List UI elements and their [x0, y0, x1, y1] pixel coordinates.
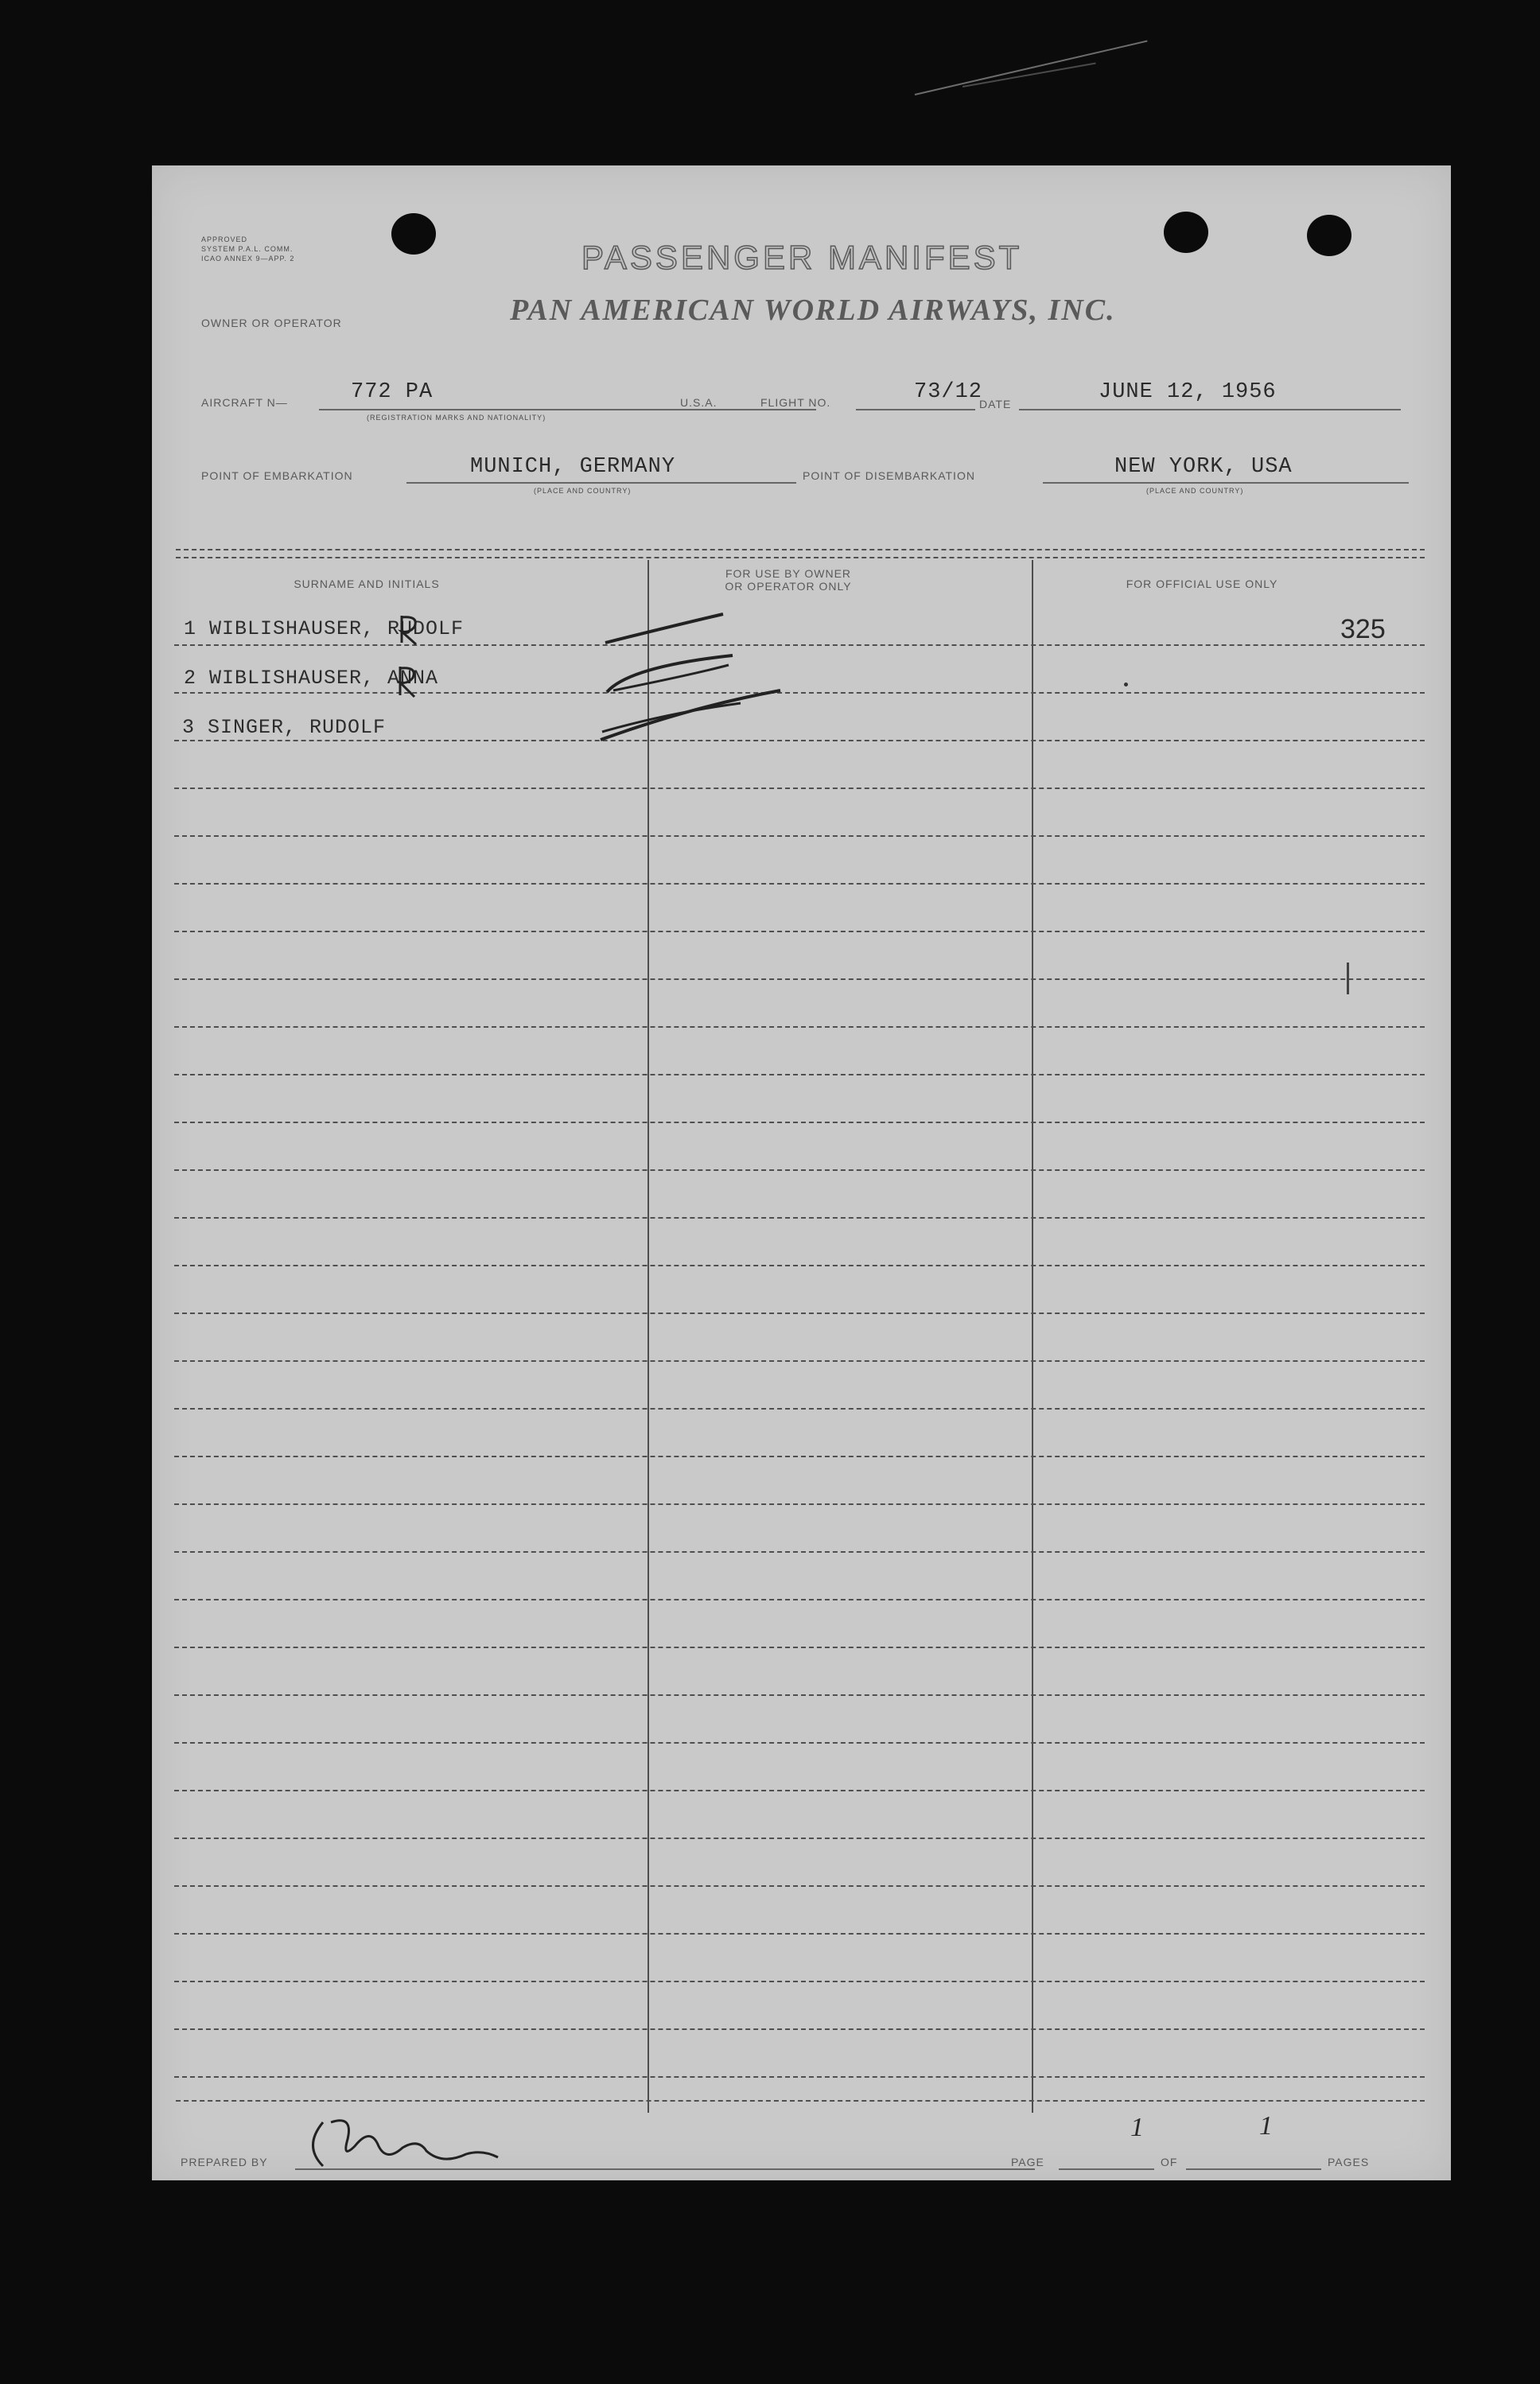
handwritten-r-marks	[391, 611, 454, 706]
of-label: OF	[1161, 2156, 1178, 2168]
ruled-line	[174, 1599, 1425, 1600]
ruled-line	[174, 2076, 1425, 2078]
column-divider-2	[1032, 560, 1033, 2113]
ruled-line	[174, 2028, 1425, 2030]
ruled-line	[174, 788, 1425, 789]
aircraft-value: 772 PA	[351, 380, 434, 404]
aircraft-label: AIRCRAFT N—	[201, 396, 288, 409]
form-title: PASSENGER MANIFEST	[581, 239, 1023, 276]
prepared-by-signature	[299, 2098, 506, 2186]
passenger-row-1: 1 WIBLISHAUSER, RUDOLF	[184, 617, 465, 640]
flight-label: FLIGHT NO.	[760, 396, 831, 409]
manifest-sheet	[152, 165, 1451, 2180]
ruled-line	[174, 883, 1425, 885]
ruled-line	[174, 1217, 1425, 1219]
ruled-line	[174, 1122, 1425, 1123]
prepared-by-label: PREPARED BY	[181, 2156, 268, 2168]
disembark-value: NEW YORK, USA	[1114, 455, 1293, 479]
col-header-owner-line2: OR OPERATOR ONLY	[725, 580, 852, 593]
punch-hole-right-1	[1164, 212, 1208, 253]
ruled-line	[174, 1074, 1425, 1075]
flight-value: 73/12	[914, 380, 983, 404]
disembark-label: POINT OF DISEMBARKATION	[803, 469, 975, 482]
ruled-line	[174, 1265, 1425, 1266]
owner-name: PAN AMERICAN WORLD AIRWAYS, INC.	[510, 294, 1116, 327]
approval-line-3: ICAO ANNEX 9—APP. 2	[201, 255, 295, 263]
ruled-line	[174, 931, 1425, 932]
embark-sublabel: (PLACE AND COUNTRY)	[534, 487, 632, 495]
ruled-line	[174, 1790, 1425, 1791]
date-label: DATE	[979, 398, 1012, 410]
punch-hole-left	[391, 213, 436, 255]
ruled-line	[174, 1408, 1425, 1410]
col-header-official: FOR OFFICIAL USE ONLY	[1126, 578, 1278, 590]
official-entry-1: 325	[1340, 614, 1386, 644]
usa-label: U.S.A.	[680, 396, 718, 409]
col-header-owner-line1: FOR USE BY OWNER	[725, 567, 852, 580]
disembark-sublabel: (PLACE AND COUNTRY)	[1146, 487, 1244, 495]
ruled-line	[174, 1456, 1425, 1457]
passenger-row-2: 2 WIBLISHAUSER, ANNA	[184, 667, 439, 690]
ruled-line	[174, 1360, 1425, 1362]
ink-dot	[1124, 683, 1128, 686]
aircraft-sublabel: (REGISTRATION MARKS AND NATIONALITY)	[367, 414, 546, 422]
embark-label: POINT OF EMBARKATION	[201, 469, 353, 482]
ink-mark	[1347, 963, 1349, 994]
punch-hole-right-2	[1307, 215, 1351, 256]
ruled-line	[174, 1503, 1425, 1505]
ruled-line	[174, 1169, 1425, 1171]
pages-label: PAGES	[1328, 2156, 1370, 2168]
passenger-row-3: 3 SINGER, RUDOLF	[182, 716, 387, 739]
ruled-line	[174, 1838, 1425, 1839]
ruled-line	[174, 1742, 1425, 1744]
approval-line-2: SYSTEM P.A.L. COMM.	[201, 245, 294, 253]
embark-value: MUNICH, GERMANY	[470, 455, 676, 479]
ruled-line	[174, 1933, 1425, 1935]
page-value: 1	[1130, 2113, 1145, 2142]
owner-label: OWNER OR OPERATOR	[201, 317, 342, 329]
page-label: PAGE	[1011, 2156, 1044, 2168]
date-value: JUNE 12, 1956	[1099, 380, 1277, 404]
check-strokes	[597, 587, 947, 762]
ruled-line	[174, 1313, 1425, 1314]
ruled-line	[174, 1694, 1425, 1696]
ruled-line	[174, 1026, 1425, 1028]
scanner-scratch	[915, 41, 1148, 95]
pages-value: 1	[1259, 2111, 1274, 2141]
ruled-line	[174, 1647, 1425, 1648]
ruled-line	[174, 1551, 1425, 1553]
ruled-line	[174, 978, 1425, 980]
approval-line-1: APPROVED	[201, 235, 248, 243]
col-header-name: SURNAME AND INITIALS	[294, 578, 440, 590]
ruled-line	[174, 1885, 1425, 1887]
ruled-line	[174, 835, 1425, 837]
scanner-scratch-2	[962, 62, 1096, 87]
ruled-line	[174, 1981, 1425, 1982]
column-divider-1	[648, 560, 649, 2113]
